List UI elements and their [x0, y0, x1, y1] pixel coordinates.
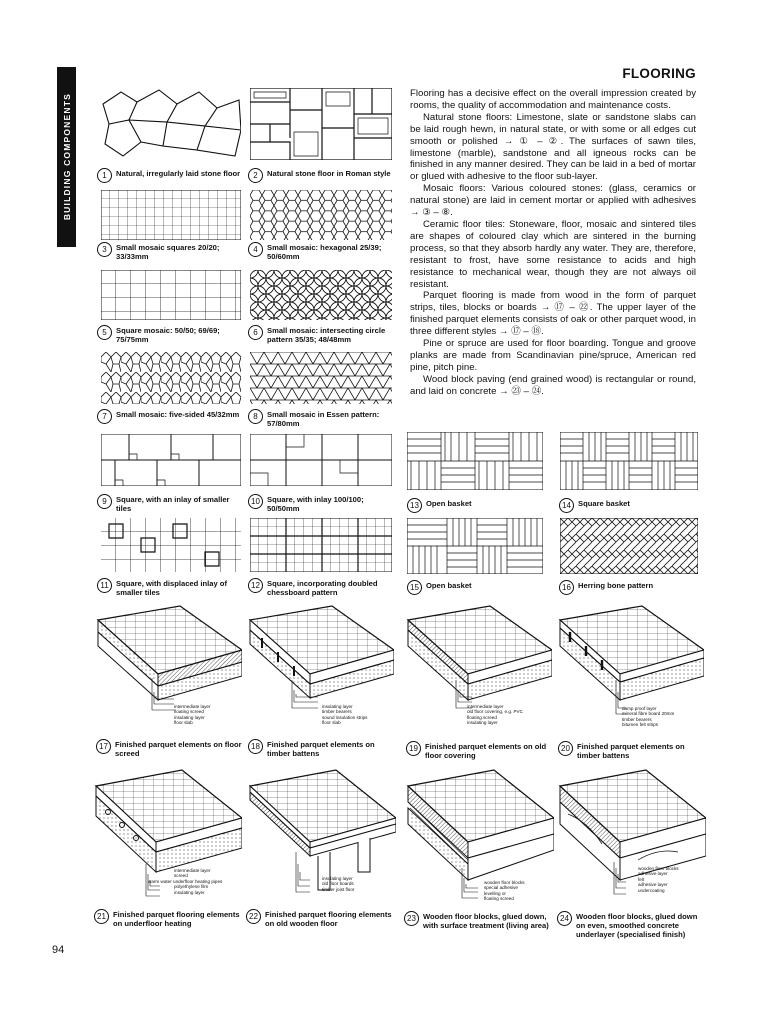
fig-15-caption-text: Open basket: [426, 581, 472, 590]
annotation: insulating layer: [322, 876, 353, 881]
fig-23-number: 23: [404, 911, 419, 926]
annotation: insulating layer: [174, 714, 205, 720]
annotation: intermediate layer: [174, 868, 211, 873]
fig-5-caption-text: Square mosaic: 50/50; 69/69; 75/75mm: [116, 326, 220, 344]
section-tab: [57, 67, 76, 247]
annotation: insulating layer: [467, 720, 498, 726]
fig-24-annotations: [638, 866, 679, 893]
fig-10-caption-text: Square, with inlay 100/100; 50/50mm: [267, 495, 364, 513]
fig-3-small-mosaic-squares: [101, 190, 241, 240]
fig-17-parquet-on-screed: [96, 604, 242, 716]
fig-23-wooden-blocks-surface-treatment: [406, 768, 554, 904]
fig-19-caption-text: Finished parquet elements on old floor covering: [425, 742, 547, 760]
fig-16-number: 16: [559, 580, 574, 595]
annotation: adhesive layer: [638, 882, 668, 888]
fig-12-caption-text: Square, incorporating doubled chessboard pattern: [267, 579, 378, 597]
fig-15-open-basket: [407, 518, 543, 574]
fig-3-caption-text: Small mosaic squares 20/20; 33/33mm: [116, 243, 220, 261]
annotation: mineral fibre board 20mm: [622, 711, 675, 717]
fig-11-number: 11: [97, 578, 112, 593]
annotation: floor slab: [174, 720, 193, 726]
paragraph: Flooring has a decisive effect on the overall impression created by rooms, the quality of accommodation and maintenance costs.: [410, 88, 696, 111]
annotation: levelling or: [484, 890, 506, 896]
fig-4-caption-text: Small mosaic: hexagonal 25/39; 50/60mm: [267, 243, 382, 261]
fig-7-number: 7: [97, 409, 112, 424]
fig-6-circle-mosaic: [250, 270, 392, 320]
annotation: damp proof layer: [622, 706, 657, 711]
fig-21-caption-text: Finished parquet flooring elements on underfloor heating: [113, 910, 240, 928]
annotation: timber bearers: [622, 716, 652, 722]
paragraph: Ceramic floor tiles: Stoneware, floor, mosaic and sintered tiles are shapes of coloured clay which are sintered in the burning process, so that they absorb hardly any water. They are, therefore, resistant to frost, have some resistance to acids and high resistance to mechanical wear, though they are not always oil resistant.: [410, 218, 696, 290]
fig-18-number: 18: [248, 739, 263, 754]
annotation: wooden floor blocks: [638, 866, 679, 871]
paragraph: Wood block paving (end grained wood) is rectangular or round, and laid on concrete → ㉓ – ㉔.: [410, 373, 696, 397]
fig-14-square-basket: [560, 432, 698, 490]
page-title: FLOORING: [622, 66, 696, 81]
fig-9-square-inlay: [101, 434, 241, 486]
annotation: bitumen felt strips: [622, 722, 658, 728]
paragraph: Mosaic floors: Various coloured stones: (glass, ceramics or natural stone) are laid in cement mortar or applied with adhesives → ③ – ⑧.: [410, 183, 696, 219]
fig-19-parquet-on-old-floor: [406, 604, 552, 716]
fig-13-open-basket: [407, 432, 543, 490]
fig-11-displaced-inlay: [101, 518, 241, 572]
annotation: sound insulation strips: [322, 714, 368, 720]
fig-18-caption-text: Finished parquet elements on timber battens: [267, 740, 375, 758]
annotation: insulating layer: [322, 704, 353, 709]
paragraph: Parquet flooring is made from wood in the form of parquet strips, tiles, blocks or boards → ⑰ – ㉒. The upper layer of the finished parquet elements consists of oak or other parquet wood, in three different styles → ⑰ – ⑱.: [410, 290, 696, 338]
fig-17-caption-text: Finished parquet elements on floor screed: [115, 740, 242, 758]
annotation: floor slab: [322, 720, 341, 726]
fig-20-parquet-on-battens: [558, 604, 704, 716]
fig-23-annotations: [484, 880, 525, 902]
annotation: polyethylene film: [174, 884, 209, 890]
fig-4-number: 4: [248, 242, 263, 257]
fig-6-number: 6: [248, 325, 263, 340]
annotation: intermediate layer: [467, 704, 504, 709]
fig-24-caption-text: Wooden floor blocks, glued down on even, smoothed concrete underlayer (specialised finish): [576, 912, 698, 939]
fig-2-roman-stone: [250, 88, 392, 160]
annotation: warm water underfloor heating pipes: [148, 878, 223, 884]
fig-19-number: 19: [406, 741, 421, 756]
annotation: screed: [174, 873, 188, 879]
annotation: felt: [638, 876, 645, 882]
fig-9-number: 9: [97, 494, 112, 509]
fig-13-caption-text: Open basket: [426, 499, 472, 508]
fig-2-number: 2: [248, 168, 263, 183]
fig-5-square-mosaic: [101, 270, 241, 320]
annotation: old floor boards: [322, 881, 354, 887]
fig-19-annotations: [467, 704, 523, 726]
fig-10-number: 10: [248, 494, 263, 509]
fig-22-annotations: [322, 876, 354, 892]
annotation: floating screed: [467, 714, 497, 720]
annotation: special adhesive: [484, 885, 518, 891]
fig-15-number: 15: [407, 580, 422, 595]
fig-1-natural-stone: [101, 86, 241, 160]
annotation: wooden floor blocks: [484, 880, 525, 885]
annotation: insulating layer: [174, 889, 205, 895]
fig-7-five-sided-mosaic: [101, 352, 241, 404]
fig-18-annotations: [322, 704, 367, 726]
paragraph: Pine or spruce are used for floor boarding. Tongue and groove planks are made from Scandinavian pine/spruce, American red pine, pitch pine.: [410, 338, 696, 373]
annotation: timber bearers: [322, 709, 352, 715]
fig-21-number: 21: [94, 909, 109, 924]
fig-4-hexagonal-mosaic: [250, 190, 392, 240]
annotation: undercoating: [638, 887, 665, 893]
fig-10-square-inlay-100: [250, 434, 392, 486]
fig-21-annotations: [148, 868, 222, 895]
section-tab-label: BUILDING COMPONENTS: [61, 93, 72, 221]
fig-11-caption-text: Square, with displaced inlay of smaller tiles: [116, 579, 227, 597]
fig-23-caption-text: Wooden floor blocks, glued down, with surface treatment (living area): [423, 912, 549, 930]
fig-5-number: 5: [97, 325, 112, 340]
fig-1-number: 1: [97, 168, 112, 183]
fig-7-caption-text: Small mosaic: five-sided 45/32mm: [116, 410, 240, 419]
fig-9-caption-text: Square, with an inlay of smaller tiles: [116, 495, 230, 513]
fig-8-number: 8: [248, 409, 263, 424]
fig-20-annotations: [622, 706, 674, 728]
fig-17-annotations: [174, 704, 211, 726]
fig-16-caption-text: Herring bone pattern: [578, 581, 654, 590]
annotation: floating screed: [484, 896, 514, 902]
paragraph: Natural stone floors: Limestone, slate or sandstone slabs can be laid rough hewn, in natural state, or with some or all edges cut smooth or polished → ① – ②. The surfaces of sawn tiles, limestone (marble), sandstone and all igneous rocks can be finished in any manner desired. They can be laid in a bed of mortar or glued with adhesive to the floor sub-layer.: [410, 111, 696, 183]
fig-22-caption-text: Finished parquet flooring elements on old wooden floor: [265, 910, 392, 928]
body-text: [410, 88, 696, 398]
fig-22-number: 22: [246, 909, 261, 924]
fig-17-number: 17: [96, 739, 111, 754]
fig-6-caption-text: Small mosaic: intersecting circle pattern 35/35; 48/48mm: [267, 326, 386, 344]
fig-20-number: 20: [558, 741, 573, 756]
fig-12-doubled-chessboard: [250, 518, 392, 572]
fig-18-parquet-on-battens: [248, 604, 394, 716]
fig-3-number: 3: [97, 242, 112, 257]
fig-8-caption-text: Small mosaic in Essen pattern: 57/80mm: [267, 410, 380, 428]
fig-14-number: 14: [559, 498, 574, 513]
annotation: floating screed: [174, 709, 204, 715]
annotation: old floor covering, e.g. PVC: [467, 709, 523, 715]
annotation: timber joist floor: [322, 886, 355, 892]
fig-2-caption-text: Natural stone floor in Roman style: [267, 169, 391, 178]
fig-1-caption-text: Natural, irregularly laid stone floor: [116, 169, 241, 178]
page-number: 94: [52, 944, 65, 956]
annotation: intermediate layer: [174, 704, 211, 709]
fig-14-caption-text: Square basket: [578, 499, 630, 508]
fig-8-essen-mosaic: [250, 352, 392, 404]
annotation: adhesive layer: [638, 871, 668, 877]
fig-13-number: 13: [407, 498, 422, 513]
fig-20-caption-text: Finished parquet elements on timber battens: [577, 742, 685, 760]
fig-24-number: 24: [557, 911, 572, 926]
fig-16-herring-bone: [560, 518, 698, 574]
fig-24-wooden-blocks-on-concrete: [558, 768, 706, 904]
fig-12-number: 12: [248, 578, 263, 593]
